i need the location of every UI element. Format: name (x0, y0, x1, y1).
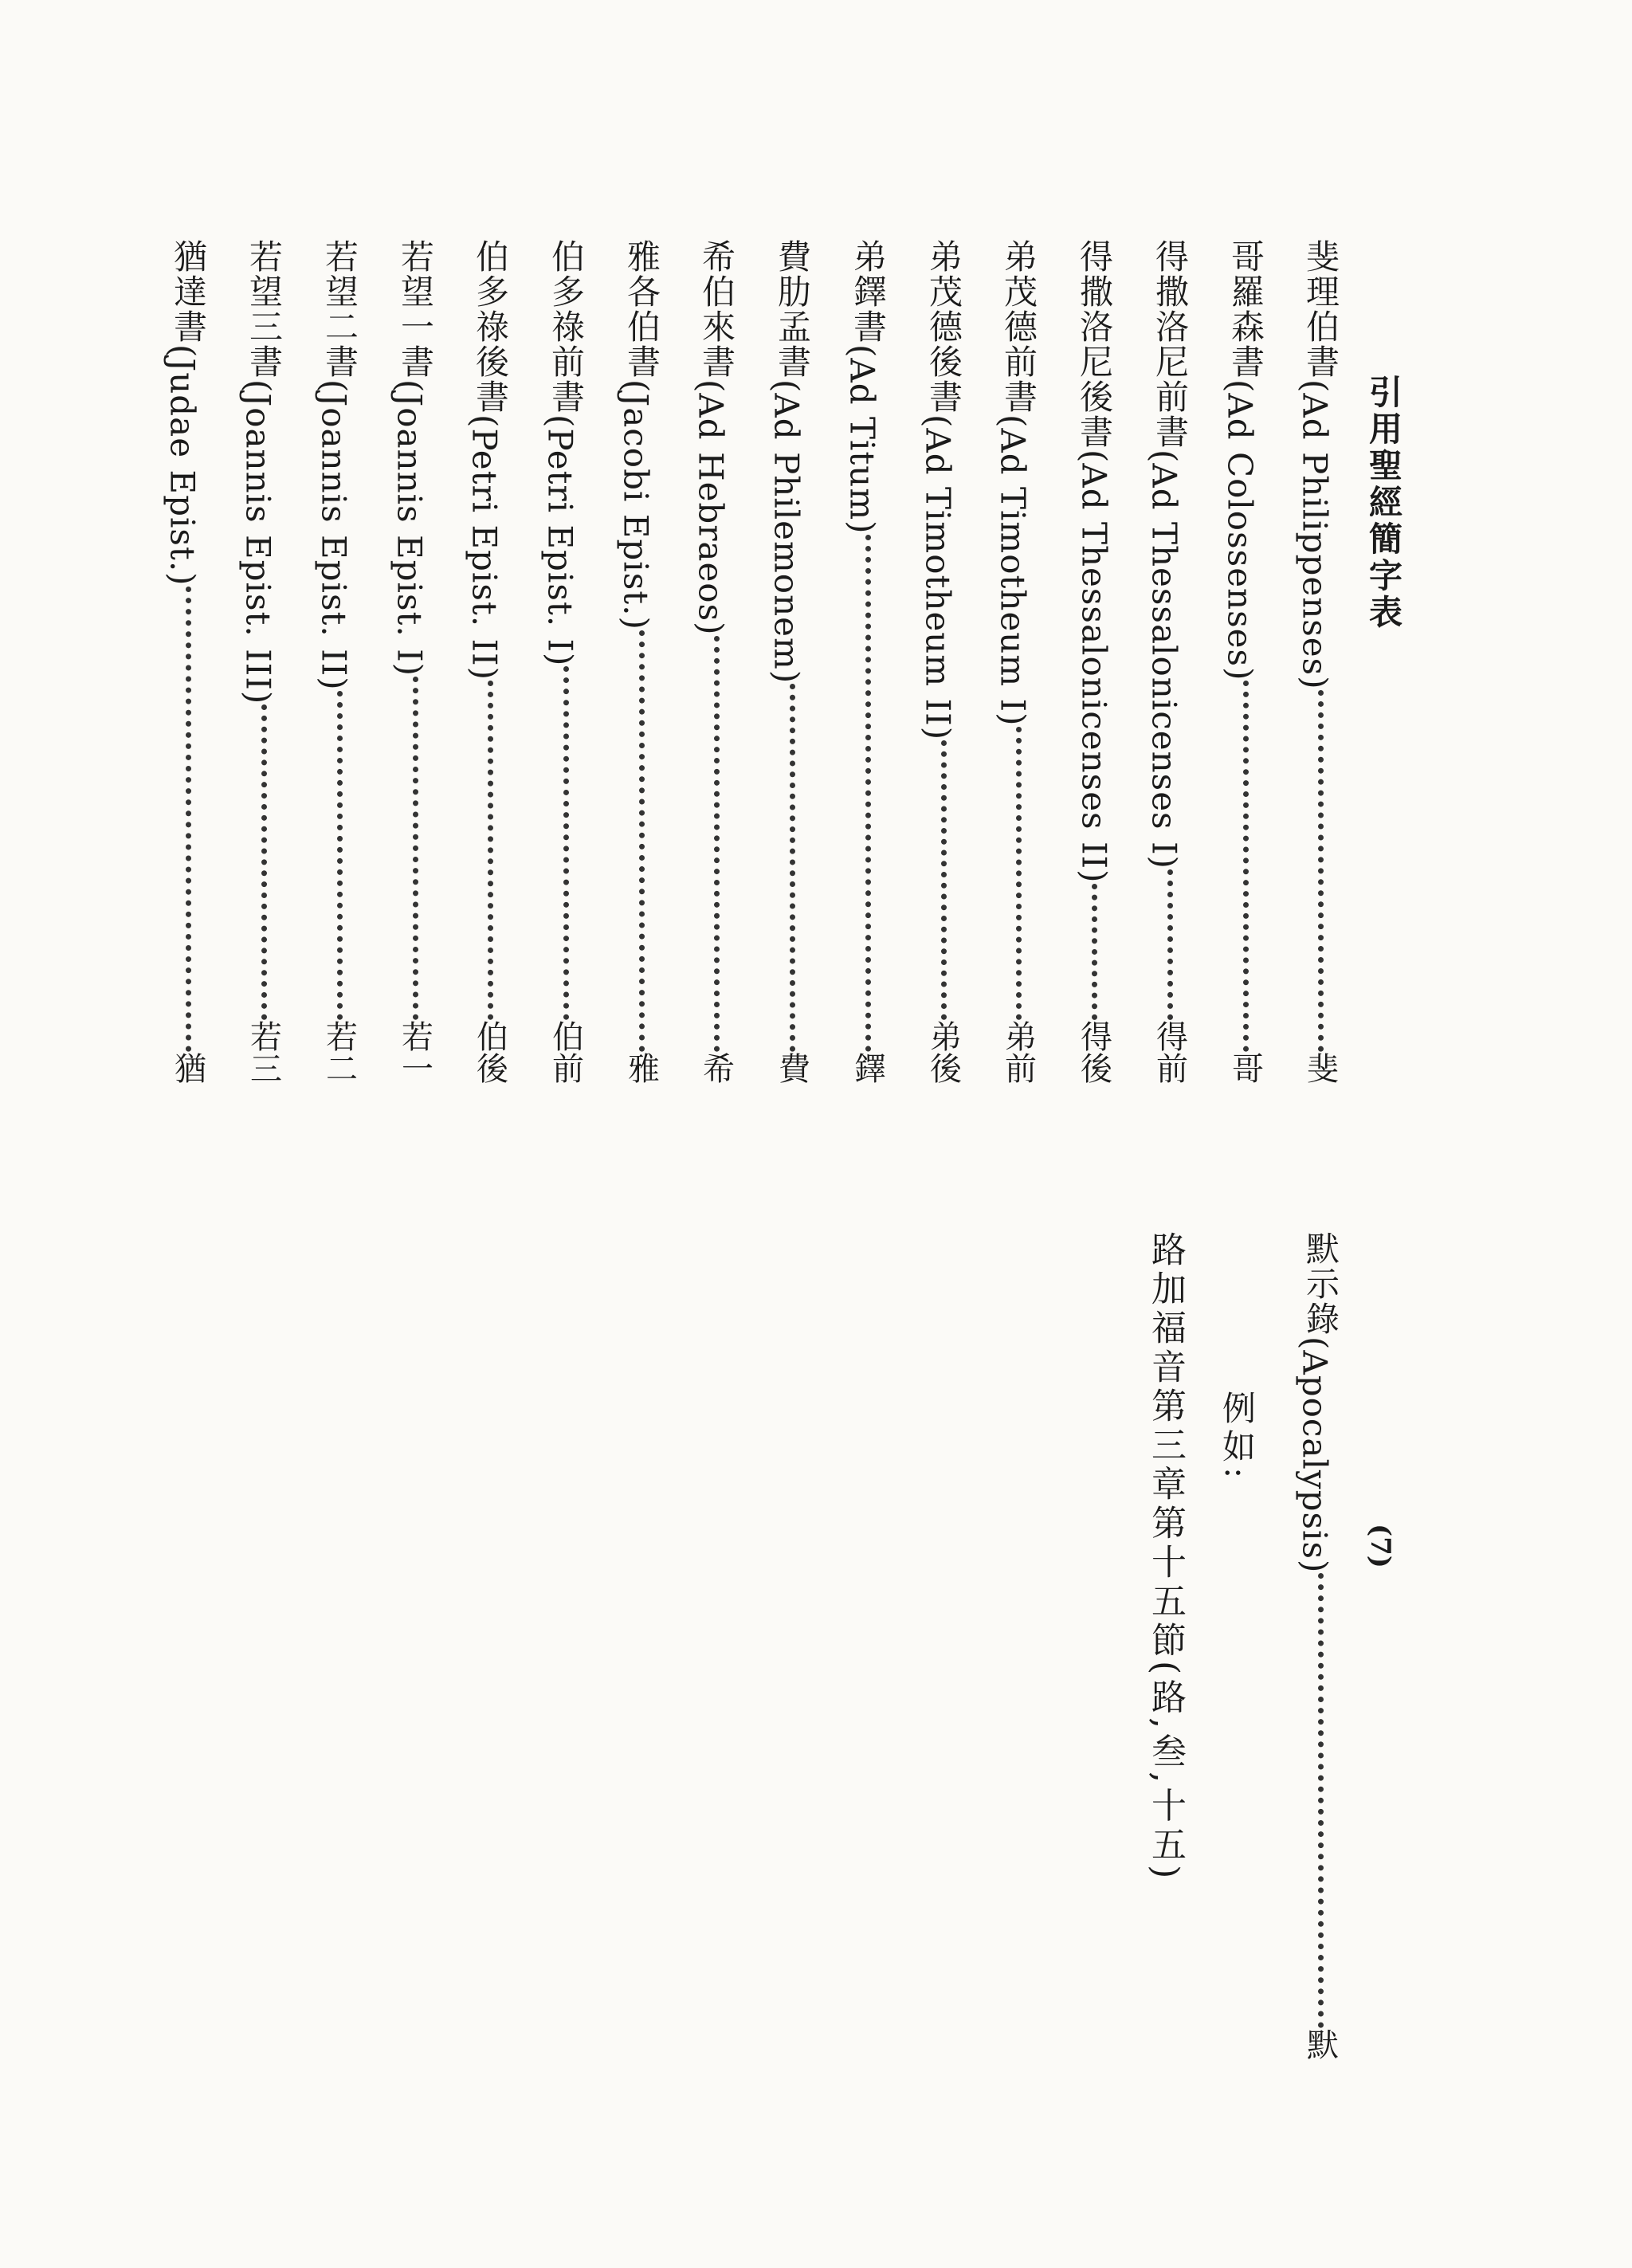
entry-chinese-name: 雅各伯書 (622, 239, 661, 379)
leader-dots (941, 740, 947, 1020)
entry-latin-name: (Ad Philemonem) (767, 379, 806, 685)
leader-dots (413, 677, 418, 1020)
entry-1-john (390, 239, 440, 1084)
entry-latin-name: (Joannis Epist. I) (390, 379, 430, 677)
entry-latin-name: (Jacobi Epist.) (616, 379, 656, 630)
entry-chinese-name: 弟茂德前書 (999, 239, 1038, 414)
entry-1-peter (541, 239, 590, 1084)
entry-chinese-name: 哥羅森書 (1226, 239, 1265, 379)
leader-dots (639, 630, 645, 1052)
entry-jude (163, 239, 213, 1084)
entry-abbreviation: 弟後 (924, 1020, 962, 1084)
page-title: 引用聖經簡字表 (1364, 375, 1403, 631)
entry-apocalypse (1296, 1231, 1345, 2060)
entry-abbreviation: 若三 (245, 1020, 282, 1084)
leader-dots (1243, 681, 1249, 1052)
entry-2-john (315, 239, 364, 1084)
entry-abbreviation: 得後 (1075, 1020, 1112, 1084)
entry-colossians (1221, 239, 1270, 1084)
entry-chinese-name: 默示錄 (1301, 1231, 1340, 1336)
entry-hebrews (692, 239, 741, 1084)
entry-latin-name: (Ad Titum) (842, 344, 882, 535)
entry-chinese-name: 弟鐸書 (849, 239, 888, 344)
entry-latin-name: (Joannis Epist. II) (314, 379, 354, 691)
entry-latin-name: (Ad Thessalonicenses II) (1074, 449, 1114, 884)
entry-james (617, 239, 666, 1084)
entry-chinese-name: 猶達書 (169, 239, 208, 344)
leader-dots (488, 681, 493, 1020)
entry-abbreviation: 猶 (169, 1052, 206, 1084)
entry-abbreviation: 斐 (1301, 1052, 1339, 1084)
entry-latin-name: (Petri Epist. I) (540, 414, 580, 667)
entry-philemon (767, 239, 817, 1084)
entry-latin-name: (Joannis Epist. III) (238, 379, 278, 705)
entry-chinese-name: 若望一書 (396, 239, 435, 379)
entry-abbreviation: 伯後 (471, 1020, 508, 1084)
example-citation: 路加福音第三章第十五節(路,叁,十五) (1145, 1231, 1186, 1883)
entry-latin-name: (Petri Epist. II) (465, 414, 504, 681)
entry-abbreviation: 雅 (622, 1052, 660, 1084)
entry-2-peter (465, 239, 515, 1084)
leader-dots (1318, 1573, 1324, 2028)
entry-abbreviation: 希 (697, 1052, 735, 1084)
entry-abbreviation: 費 (773, 1052, 810, 1084)
entry-latin-name: (Ad Thessalonicenses I) (1144, 449, 1184, 869)
leader-dots (1318, 690, 1324, 1052)
entry-chinese-name: 得撒洛尼後書 (1075, 239, 1114, 449)
leader-dots (1167, 869, 1173, 1020)
entry-chinese-name: 弟茂德後書 (924, 239, 963, 414)
leader-dots (1092, 884, 1097, 1020)
entry-abbreviation: 默 (1301, 2028, 1339, 2060)
entry-latin-name: (Ad Colossenses) (1220, 379, 1260, 681)
entry-chinese-name: 斐理伯書 (1301, 239, 1340, 379)
entry-chinese-name: 伯多祿前書 (547, 239, 586, 414)
entry-abbreviation: 得前 (1151, 1020, 1188, 1084)
leader-dots (563, 666, 569, 1020)
entry-abbreviation: 若一 (396, 1020, 434, 1084)
entry-chinese-name: 費肋孟書 (773, 239, 812, 379)
entry-2-timothy (919, 239, 968, 1084)
entry-1-timothy (994, 239, 1043, 1084)
leader-dots (865, 535, 871, 1052)
entry-latin-name: (Ad Philippenses) (1295, 379, 1335, 690)
entry-latin-name: (Ad Timotheum I) (993, 414, 1033, 727)
entry-chinese-name: 若望二書 (320, 239, 359, 379)
leader-dots (337, 691, 343, 1020)
entry-chinese-name: 若望三書 (245, 239, 284, 379)
leader-dots (261, 704, 267, 1020)
page-number: (7) (1364, 1524, 1396, 1568)
example-label: 例如: (1218, 1391, 1257, 1484)
entry-3-john (239, 239, 288, 1084)
entry-latin-name: (Ad Timotheum II) (918, 414, 958, 741)
entry-abbreviation: 鐸 (849, 1052, 886, 1084)
entry-chinese-name: 得撒洛尼前書 (1151, 239, 1190, 449)
leader-dots (714, 636, 720, 1052)
leader-dots (186, 587, 191, 1052)
entry-2-thessalonians (1069, 239, 1119, 1084)
leader-dots (1016, 727, 1022, 1021)
entry-1-thessalonians (1145, 239, 1195, 1084)
entry-abbreviation: 哥 (1226, 1052, 1264, 1084)
entry-philippians (1296, 239, 1345, 1084)
entry-abbreviation: 弟前 (999, 1020, 1037, 1084)
entry-latin-name: (Judae Epist.) (163, 344, 202, 587)
entry-chinese-name: 伯多祿後書 (471, 239, 510, 414)
leader-dots (790, 684, 795, 1052)
entry-abbreviation: 伯前 (547, 1020, 584, 1084)
entry-latin-name: (Ad Hebraeos) (691, 379, 731, 636)
entry-latin-name: (Apocalypsis) (1295, 1336, 1335, 1574)
entry-chinese-name: 希伯來書 (697, 239, 736, 379)
entry-titus (843, 239, 892, 1084)
entry-abbreviation: 若二 (320, 1020, 358, 1084)
